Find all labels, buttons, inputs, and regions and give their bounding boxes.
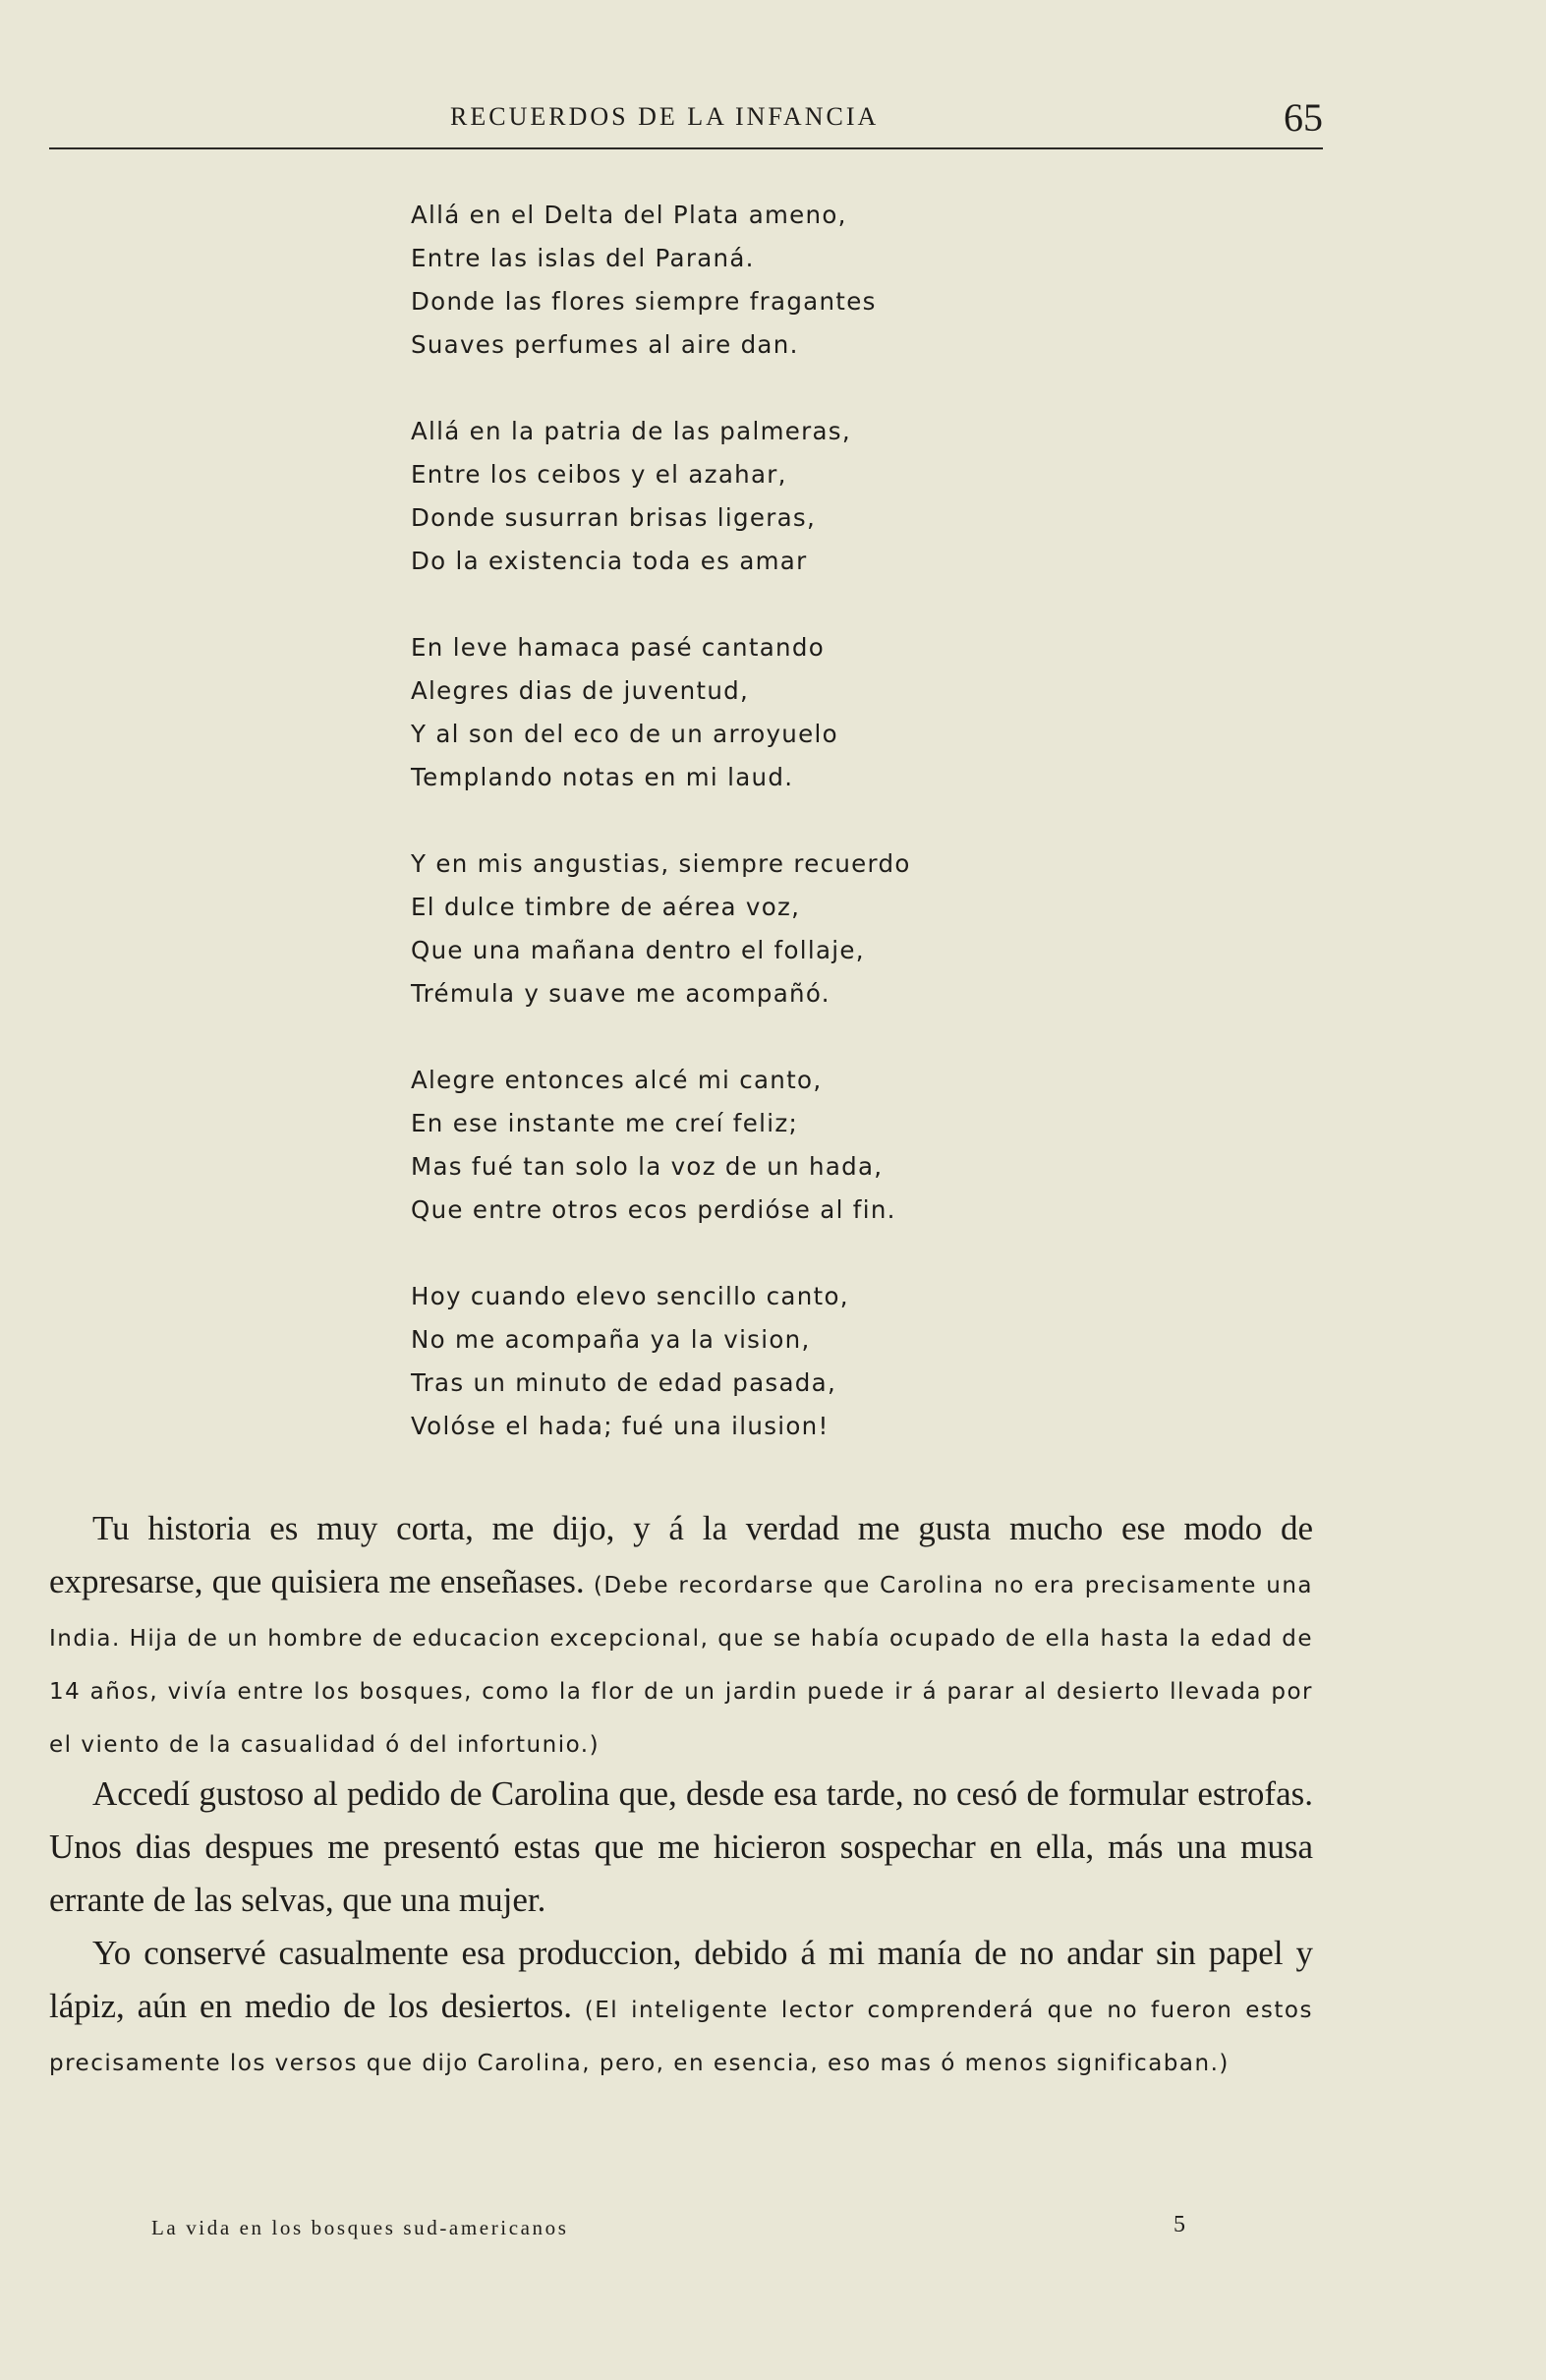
paragraph-3-note: (El inteligente lector comprenderá que no fueron estos precisamente los versos que dijo Carolina, pero, en esencia, eso mas ó menos significaban.) [49, 1998, 1313, 2076]
verse-line: Donde susurran brisas ligeras, [411, 503, 817, 532]
verse-line: Tras un minuto de edad pasada, [411, 1368, 837, 1397]
paragraph-2-text: Accedí gustoso al pedido de Carolina que, desde esa tarde, no cesó de formular estrofas. Unos dias despues me presentó estas que me hicieron sospechar en ella, más una musa errante de las selvas, que una mujer. [49, 1774, 1313, 1919]
poem [411, 194, 1099, 1491]
paragraph-3 [49, 1927, 1313, 2086]
verse-line: Que una mañana dentro el follaje, [411, 936, 865, 964]
verse-line: Do la existencia toda es amar [411, 547, 808, 575]
verse-line: Templando notas en mi laud. [411, 763, 794, 791]
running-title: RECUERDOS DE LA INFANCIA [450, 102, 880, 131]
verse-line: No me acompaña ya la vision, [411, 1325, 811, 1354]
page-number: 65 [1284, 95, 1323, 140]
verse-line: Alegres dias de juventud, [411, 676, 750, 705]
running-head [49, 95, 1323, 149]
paragraph-1-note: (Debe recordarse que Carolina no era precisamente una India. Hija de un hombre de educacion excepcional, que se había ocupado de ella hasta la edad de 14 años, vivía entre los bosques, como la flor de un jardin puede ir á parar al desierto llevada por el viento de la casualidad ó del infortunio.) [49, 1573, 1313, 1758]
footer-title: La vida en los bosques sud-americanos [151, 2216, 569, 2239]
verse-line: Hoy cuando elevo sencillo canto, [411, 1282, 849, 1310]
stanza-4 [411, 842, 1099, 1016]
verse-line: En leve hamaca pasé cantando [411, 633, 826, 662]
verse-line: Allá en el Delta del Plata ameno, [411, 201, 847, 229]
paragraph-2 [49, 1768, 1313, 1927]
stanza-6 [411, 1275, 1099, 1448]
prose-body [49, 1502, 1313, 2086]
verse-line: Entre las islas del Paraná. [411, 244, 755, 272]
paragraph-1 [49, 1502, 1313, 1768]
verse-line: Suaves perfumes al aire dan. [411, 330, 799, 359]
verse-line: Allá en la patria de las palmeras, [411, 417, 851, 445]
verse-line: Alegre entonces alcé mi canto, [411, 1066, 823, 1094]
verse-line: Trémula y suave me acompañó. [411, 979, 830, 1008]
stanza-3 [411, 626, 1099, 799]
paragraph-1-text: Tu historia es muy corta, me dijo, y á la verdad me gusta mucho ese modo de expresarse, que quisiera me enseñases. [49, 1509, 1313, 1600]
verse-line: Volóse el hada; fué una ilusion! [411, 1412, 830, 1440]
paragraph-3-text: Yo conservé casualmente esa produccion, debido á mi manía de no andar sin papel y lápiz, aún en medio de los desiertos. [49, 1934, 1313, 2025]
verse-line: Mas fué tan solo la voz de un hada, [411, 1152, 884, 1181]
verse-line: Y al son del eco de un arroyuelo [411, 720, 838, 748]
verse-line: Donde las flores siempre fragantes [411, 287, 877, 316]
stanza-1 [411, 194, 1099, 367]
stanza-5 [411, 1059, 1099, 1232]
stanza-2 [411, 410, 1099, 583]
verse-line: Entre los ceibos y el azahar, [411, 460, 787, 489]
verse-line: Y en mis angustias, siempre recuerdo [411, 849, 911, 878]
verse-line: En ese instante me creí feliz; [411, 1109, 799, 1137]
page-footer [151, 2212, 1193, 2249]
verse-line: El dulce timbre de aérea voz, [411, 893, 801, 921]
footer-signature-mark: 5 [1174, 2212, 1188, 2237]
verse-line: Que entre otros ecos perdióse al fin. [411, 1195, 896, 1224]
